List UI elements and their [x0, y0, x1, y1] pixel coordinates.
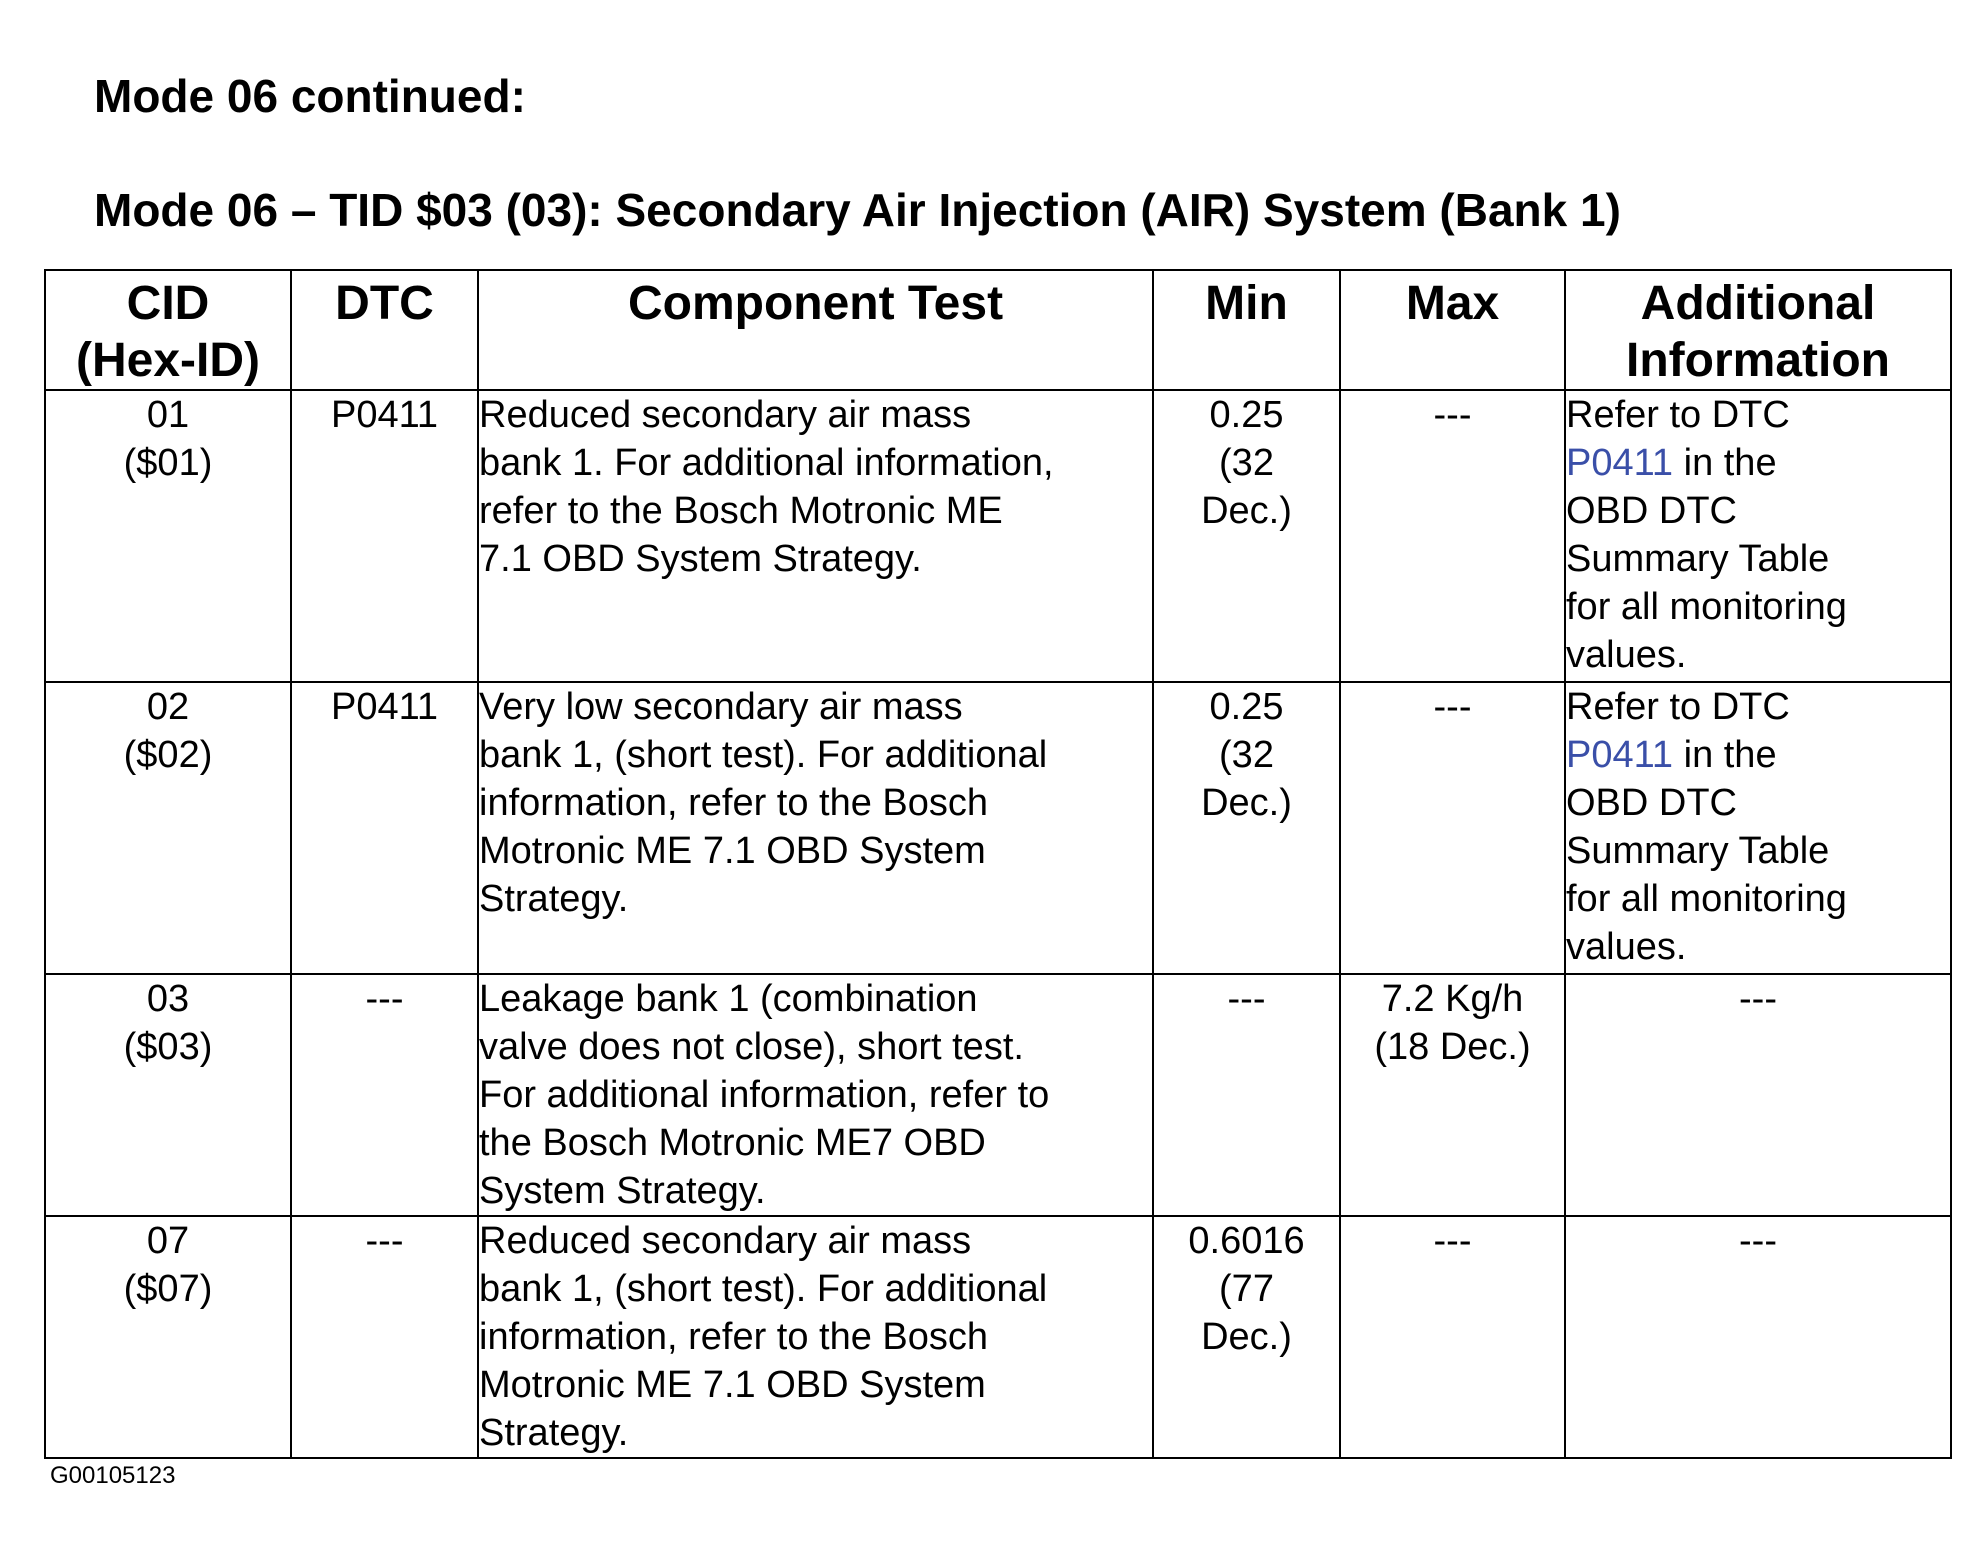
cell-min — [1153, 390, 1340, 682]
max-line: --- — [1433, 394, 1472, 436]
cell-dtc — [291, 1216, 478, 1458]
cid-hex: ($03) — [123, 1026, 213, 1068]
cell-component-test — [478, 1216, 1153, 1458]
test-line: bank 1, (short test). For additional — [479, 1268, 1048, 1310]
cell-max — [1340, 974, 1565, 1216]
header-additional-line: Information — [1626, 334, 1890, 387]
cell-min — [1153, 1216, 1340, 1458]
info-line: --- — [1739, 978, 1777, 1020]
cid-value: 07 — [146, 1220, 190, 1262]
test-line: bank 1. For additional information, — [479, 442, 1054, 484]
info-line: Summary Table — [1566, 538, 1830, 580]
info-line: --- — [1739, 1220, 1777, 1262]
cell-dtc — [291, 682, 478, 974]
cell-dtc — [291, 390, 478, 682]
test-line: information, refer to the Bosch — [479, 1316, 989, 1358]
cid-value: 01 — [146, 394, 190, 436]
page-title: Mode 06 continued: — [94, 70, 526, 122]
test-line: refer to the Bosch Motronic ME — [479, 490, 1003, 532]
header-cid — [45, 270, 291, 390]
cell-dtc — [291, 974, 478, 1216]
min-line: 0.25 — [1209, 394, 1284, 436]
table-row — [45, 682, 1951, 974]
cell-additional-info — [1565, 1216, 1951, 1458]
max-line: --- — [1433, 1220, 1472, 1262]
cell-min — [1153, 682, 1340, 974]
info-line: for all monitoring — [1566, 878, 1847, 920]
test-line: System Strategy. — [479, 1170, 766, 1212]
info-line: values. — [1566, 634, 1687, 676]
info-line: for all monitoring — [1566, 586, 1847, 628]
test-line: Strategy. — [479, 878, 629, 920]
header-cid-line: CID — [126, 277, 210, 330]
min-line: 0.25 — [1209, 686, 1284, 728]
info-link-line — [1566, 731, 1950, 779]
cell-additional-info — [1565, 390, 1951, 682]
table-row — [45, 974, 1951, 1216]
min-line: Dec.) — [1201, 782, 1292, 824]
info-line: OBD DTC — [1566, 490, 1737, 532]
test-line: Very low secondary air mass — [479, 686, 963, 728]
cell-cid — [45, 974, 291, 1216]
dtc-value: --- — [365, 1220, 404, 1262]
cell-component-test — [478, 682, 1153, 974]
min-line: (77 — [1219, 1268, 1274, 1310]
test-line: the Bosch Motronic ME7 OBD — [479, 1122, 986, 1164]
header-component-test — [478, 270, 1153, 390]
table-header-row — [45, 270, 1951, 390]
info-line: Refer to DTC — [1566, 394, 1790, 436]
test-line: Motronic ME 7.1 OBD System — [479, 830, 986, 872]
info-line: Refer to DTC — [1566, 686, 1790, 728]
header-max — [1340, 270, 1565, 390]
test-line: 7.1 OBD System Strategy. — [479, 538, 922, 580]
cell-cid — [45, 390, 291, 682]
cell-max — [1340, 390, 1565, 682]
info-link-suffix: in the — [1673, 442, 1777, 484]
info-link-line — [1566, 439, 1950, 487]
mode06-tid03-table — [44, 269, 1952, 1459]
header-dtc-label: DTC — [335, 277, 434, 330]
cell-max — [1340, 682, 1565, 974]
cid-hex: ($02) — [123, 734, 213, 776]
min-line: (32 — [1219, 442, 1274, 484]
info-line: OBD DTC — [1566, 782, 1737, 824]
test-line: information, refer to the Bosch — [479, 782, 989, 824]
cell-max — [1340, 1216, 1565, 1458]
cell-component-test — [478, 974, 1153, 1216]
dtc-value: P0411 — [330, 686, 439, 728]
cid-hex: ($07) — [123, 1268, 213, 1310]
test-line: Motronic ME 7.1 OBD System — [479, 1364, 986, 1406]
header-dtc — [291, 270, 478, 390]
header-additional-information — [1565, 270, 1951, 390]
cell-cid — [45, 682, 291, 974]
info-line: Summary Table — [1566, 830, 1830, 872]
min-line: Dec.) — [1201, 490, 1292, 532]
max-line: 7.2 Kg/h — [1381, 978, 1524, 1020]
cid-value: 02 — [146, 686, 190, 728]
max-line: (18 Dec.) — [1374, 1026, 1531, 1068]
header-additional-line: Additional — [1640, 277, 1876, 330]
test-line: Reduced secondary air mass — [479, 394, 972, 436]
table-title: Mode 06 – TID $03 (03): Secondary Air Injection (AIR) System (Bank 1) — [94, 184, 1621, 236]
info-link-suffix: in the — [1673, 734, 1777, 776]
table-row — [45, 390, 1951, 682]
cid-value: 03 — [146, 978, 190, 1020]
dtc-value: P0411 — [330, 394, 439, 436]
min-line: Dec.) — [1201, 1316, 1292, 1358]
cell-component-test — [478, 390, 1153, 682]
max-line: --- — [1433, 686, 1472, 728]
header-min-label: Min — [1205, 277, 1288, 330]
graphic-id: G00105123 — [50, 1462, 176, 1489]
dtc-link[interactable]: P0411 — [1566, 442, 1674, 484]
dtc-link[interactable]: P0411 — [1566, 734, 1674, 776]
test-line: valve does not close), short test. — [479, 1026, 1024, 1068]
cid-hex: ($01) — [123, 442, 213, 484]
header-component-test-label: Component Test — [627, 277, 1004, 330]
table-row — [45, 1216, 1951, 1458]
min-line: --- — [1227, 978, 1266, 1020]
header-min — [1153, 270, 1340, 390]
test-line: bank 1, (short test). For additional — [479, 734, 1048, 776]
test-line: Reduced secondary air mass — [479, 1220, 972, 1262]
test-line: Leakage bank 1 (combination — [479, 978, 978, 1020]
test-line: For additional information, refer to — [479, 1074, 1050, 1116]
cell-cid — [45, 1216, 291, 1458]
cell-min — [1153, 974, 1340, 1216]
min-line: (32 — [1219, 734, 1274, 776]
dtc-value: --- — [365, 978, 404, 1020]
test-line: Strategy. — [479, 1412, 629, 1454]
header-cid-line: (Hex-ID) — [75, 334, 260, 387]
min-line: 0.6016 — [1188, 1220, 1305, 1262]
header-max-label: Max — [1405, 277, 1500, 330]
cell-additional-info — [1565, 974, 1951, 1216]
cell-additional-info — [1565, 682, 1951, 974]
info-line: values. — [1566, 926, 1687, 968]
